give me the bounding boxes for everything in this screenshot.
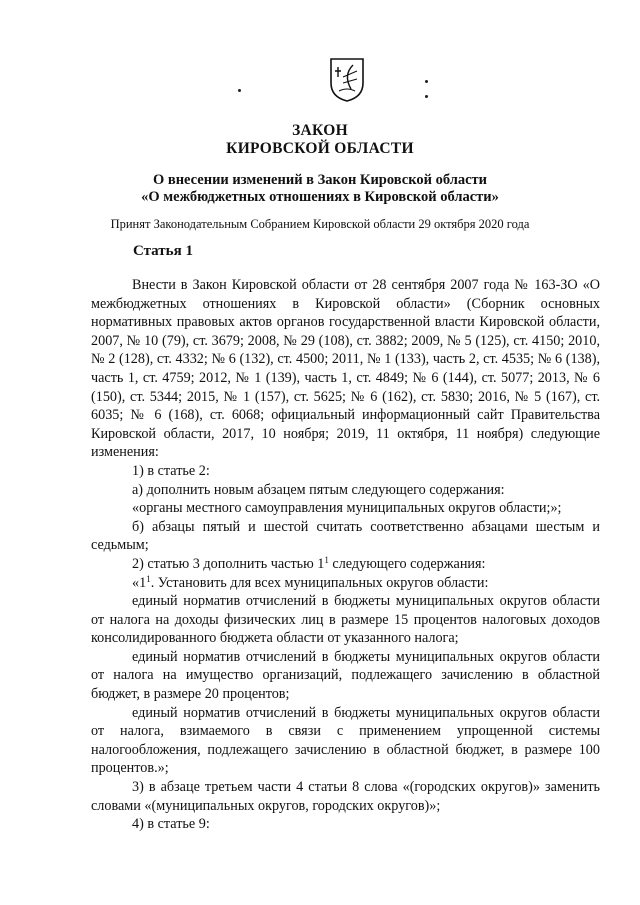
paragraph-item1b: б) абзацы пятый и шестой считать соответственно абзацами шестым и седьмым; [91,518,600,554]
quote-start-before: «1 [132,574,147,591]
paragraph-item4: 4) в статье 9: [132,816,210,833]
law-subtitle-line2: «О межбюджетных отношениях в Кировской области» [141,189,499,205]
adoption-line: Принят Законодательным Собранием Кировской области 29 октября 2020 года [110,217,530,231]
article-heading: Статья 1 [133,243,193,259]
item2-text-before: 2) статью 3 дополнить частью 1 [132,555,325,572]
paragraph-norm2: единый норматив отчислений в бюджеты муниципальных округов области от налога на имущество организаций, подлежащего зачислению в областной бюджет, в размере 20 процентов; [91,648,600,703]
paragraph-item1a-quote: «органы местного самоуправления муниципальных округов области;»; [132,500,562,517]
paragraph-item1a: а) дополнить новым абзацем пятым следующего содержания: [132,481,505,498]
paragraph-norm3: единый норматив отчислений в бюджеты муниципальных округов области от налога, взимаемого в связи с применением упрощенной системы налогообложения, подлежащего зачислению в областной бюджет, в размере 100 процентов.»; [91,704,600,777]
law-title-line2: КИРОВСКОЙ ОБЛАСТИ [226,140,414,157]
paragraph-item2 [91,555,600,574]
coat-of-arms-icon [329,57,365,103]
quote-start-after: . Установить для всех муниципальных округов области: [150,574,489,591]
paragraph-quote-start [91,574,600,593]
paragraph-item3: 3) в абзаце третьем части 4 статьи 8 слова «(городских округов)» заменить словами «(муниципальных округов, городских округов)»; [91,779,600,814]
law-title-line1: ЗАКОН [292,122,348,139]
quote-start-superscript: 1 [146,573,151,584]
paragraph-item1: 1) в статье 2: [132,462,210,479]
law-subtitle-line1: О внесении изменений в Закон Кировской области [152,172,488,188]
paragraph-norm1: единый норматив отчислений в бюджеты муниципальных округов области от налога на доходы физических лиц в размере 15 процентов налоговых доходов консолидированного бюджета области от указанного налога; [91,593,600,647]
scan-speck [425,80,428,83]
article-body [91,276,600,834]
item2-superscript: 1 [324,554,329,565]
scan-speck [238,89,241,92]
scan-speck [425,95,428,98]
item2-text-after: следующего содержания: [328,555,486,572]
paragraph-intro: Внести в Закон Кировской области от 28 сентября 2007 года № 163-ЗО «О межбюджетных отношениях в Кировской области» (Сборник основных нормативных правовых актов органов государственной власти Кировской области, 2007, № 10 (79), ст. 3679; 2008, № 29 (108), ст. 3882; 2009, № 5 (125), ст. 4150; 2010, № 2 (128), ст. 4332; № 6 (132), ст. 4500; 2011, № 1 (133), часть 2, ст. 4535; № 6 (138), часть 1, ст. 4759; 2012, № 1 (139), часть 1, ст. 4849; № 6 (144), ст. 5077; 2013, № 6 (150), ст. 5344; 2015, № 1 (157), ст. 5625; № 6 (162), ст. 5830; 2016, № 5 (167), ст. 6035; № 6 (168), ст. 6068; официальный информационный сайт Правительства Кировской области, 2017, 10 ноября; 2019, 11 октября, 11 ноября) следующие изменения: [91,277,600,461]
